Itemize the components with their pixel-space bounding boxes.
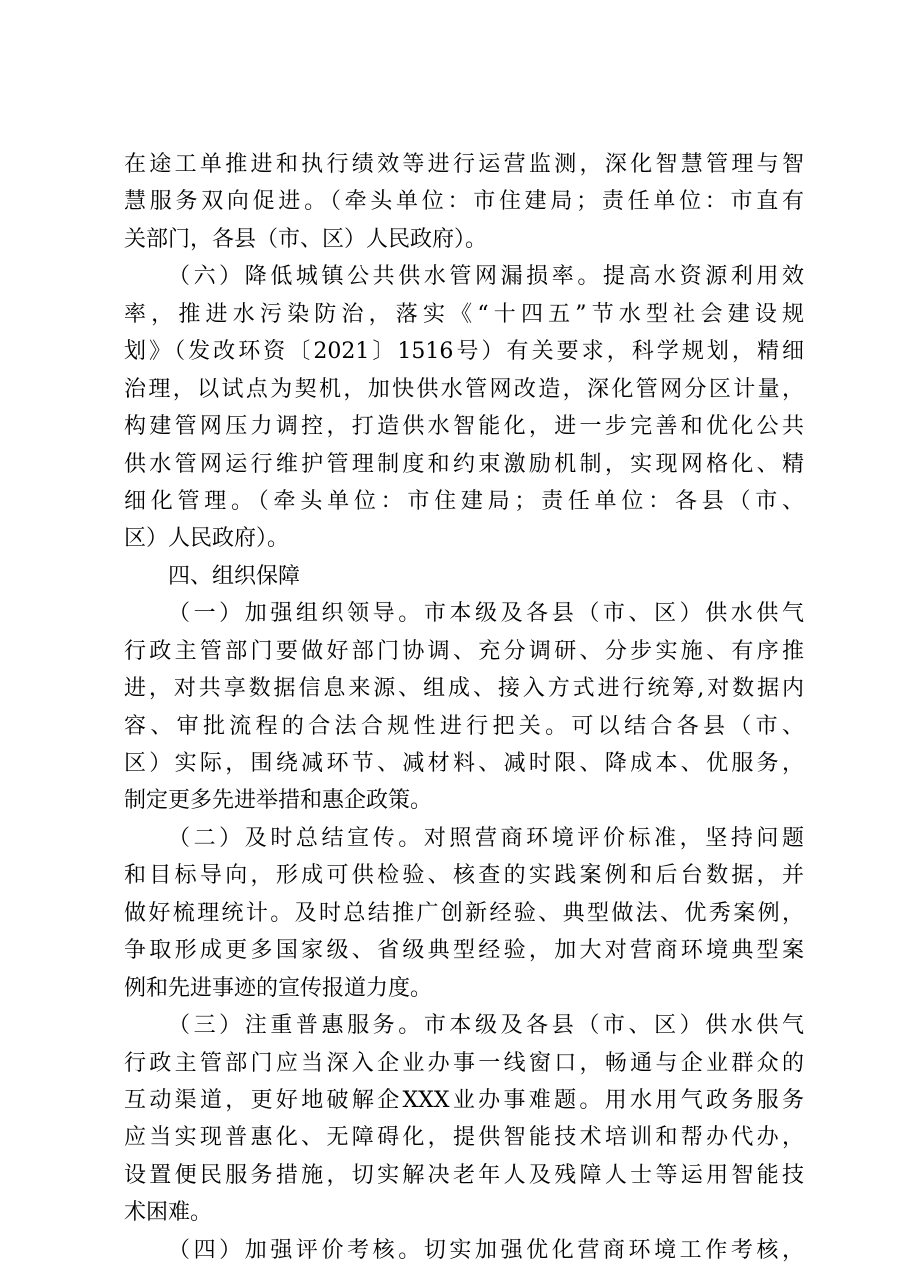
text-line: 在途工单推进和执行绩效等进行运营监测，深化智慧管理与智 [124, 152, 804, 177]
text-line: 容、审批流程的合法合规性进行把关。可以结合各县（市、 [124, 713, 804, 739]
subsection-3-line: （三）注重普惠服务。市本级及各县（市、区）供水供气 [168, 1013, 804, 1039]
text-line: 慧服务双向促进。（牵头单位：市住建局；责任单位：市直有 [124, 189, 804, 215]
text-line: 术困难。 [124, 1200, 213, 1226]
text-line: 行政主管部门应当深入企业办事一线窗口，畅通与企业群众的 [124, 1050, 804, 1076]
text-line: 区）实际，围绕减环节、减材料、减时限、降成本、优服务， [124, 751, 804, 776]
text-line: 区）人民政府）。 [124, 526, 290, 552]
text-line: 关部门，各县（市、区）人民政府）。 [124, 226, 488, 252]
section-6-heading-line: （六）降低城镇公共供水管网漏损率。提高水资源利用效 [168, 264, 804, 290]
subsection-1-line: （一）加强组织领导。市本级及各县（市、区）供水供气 [168, 601, 804, 627]
text-line: 供水管网运行维护管理制度和约束激励机制，实现网格化、精 [124, 451, 804, 477]
text-line: 例和先进事迹的宣传报道力度。 [124, 975, 433, 1001]
subsection-2-line: （二）及时总结宣传。对照营商环境评价标准，坚持问题 [168, 825, 804, 851]
text-line: 设置便民服务措施，切实解决老年人及残障人士等运用智能技 [124, 1162, 804, 1188]
text-line: 互动渠道，更好地破解企XXX业办事难题。用水用气政务服务 [124, 1087, 804, 1113]
text-line: 构建管网压力调控，打造供水智能化，进一步完善和优化公共 [124, 414, 804, 440]
document-body [124, 146, 804, 1269]
subsection-4-line: （四）加强评价考核。切实加强优化营商环境工作考核， [168, 1237, 804, 1263]
text-line: 行政主管部门要做好部门协调、充分调研、分步实施、有序推 [124, 638, 804, 664]
text-line: 治理，以试点为契机，加快供水管网改造，深化管网分区计量， [124, 376, 804, 402]
text-line: 争取形成更多国家级、省级典型经验，加大对营商环境典型案 [124, 938, 804, 964]
text-line: 和目标导向，形成可供检验、核查的实践案例和后台数据，并 [124, 863, 804, 889]
text-line: 划》（发改环资〔2021〕1516号）有关要求，科学规划，精细 [124, 339, 804, 365]
text-line: 做好梳理统计。及时总结推广创新经验、典型做法、优秀案例， [124, 900, 804, 926]
text-line: 应当实现普惠化、无障碍化，提供智能技术培训和帮办代办， [124, 1125, 804, 1151]
text-line: 进，对共享数据信息来源、组成、接入方式进行统筹,对数据内 [124, 676, 804, 702]
text-line: 细化管理。（牵头单位：市住建局；责任单位：各县（市、 [124, 488, 804, 514]
text-line: 率，推进水污染防治，落实《“十四五”节水型社会建设规 [124, 301, 804, 327]
text-line: 制定更多先进举措和惠企政策。 [124, 788, 433, 814]
section-heading-organization: 四、组织保障 [168, 563, 301, 589]
